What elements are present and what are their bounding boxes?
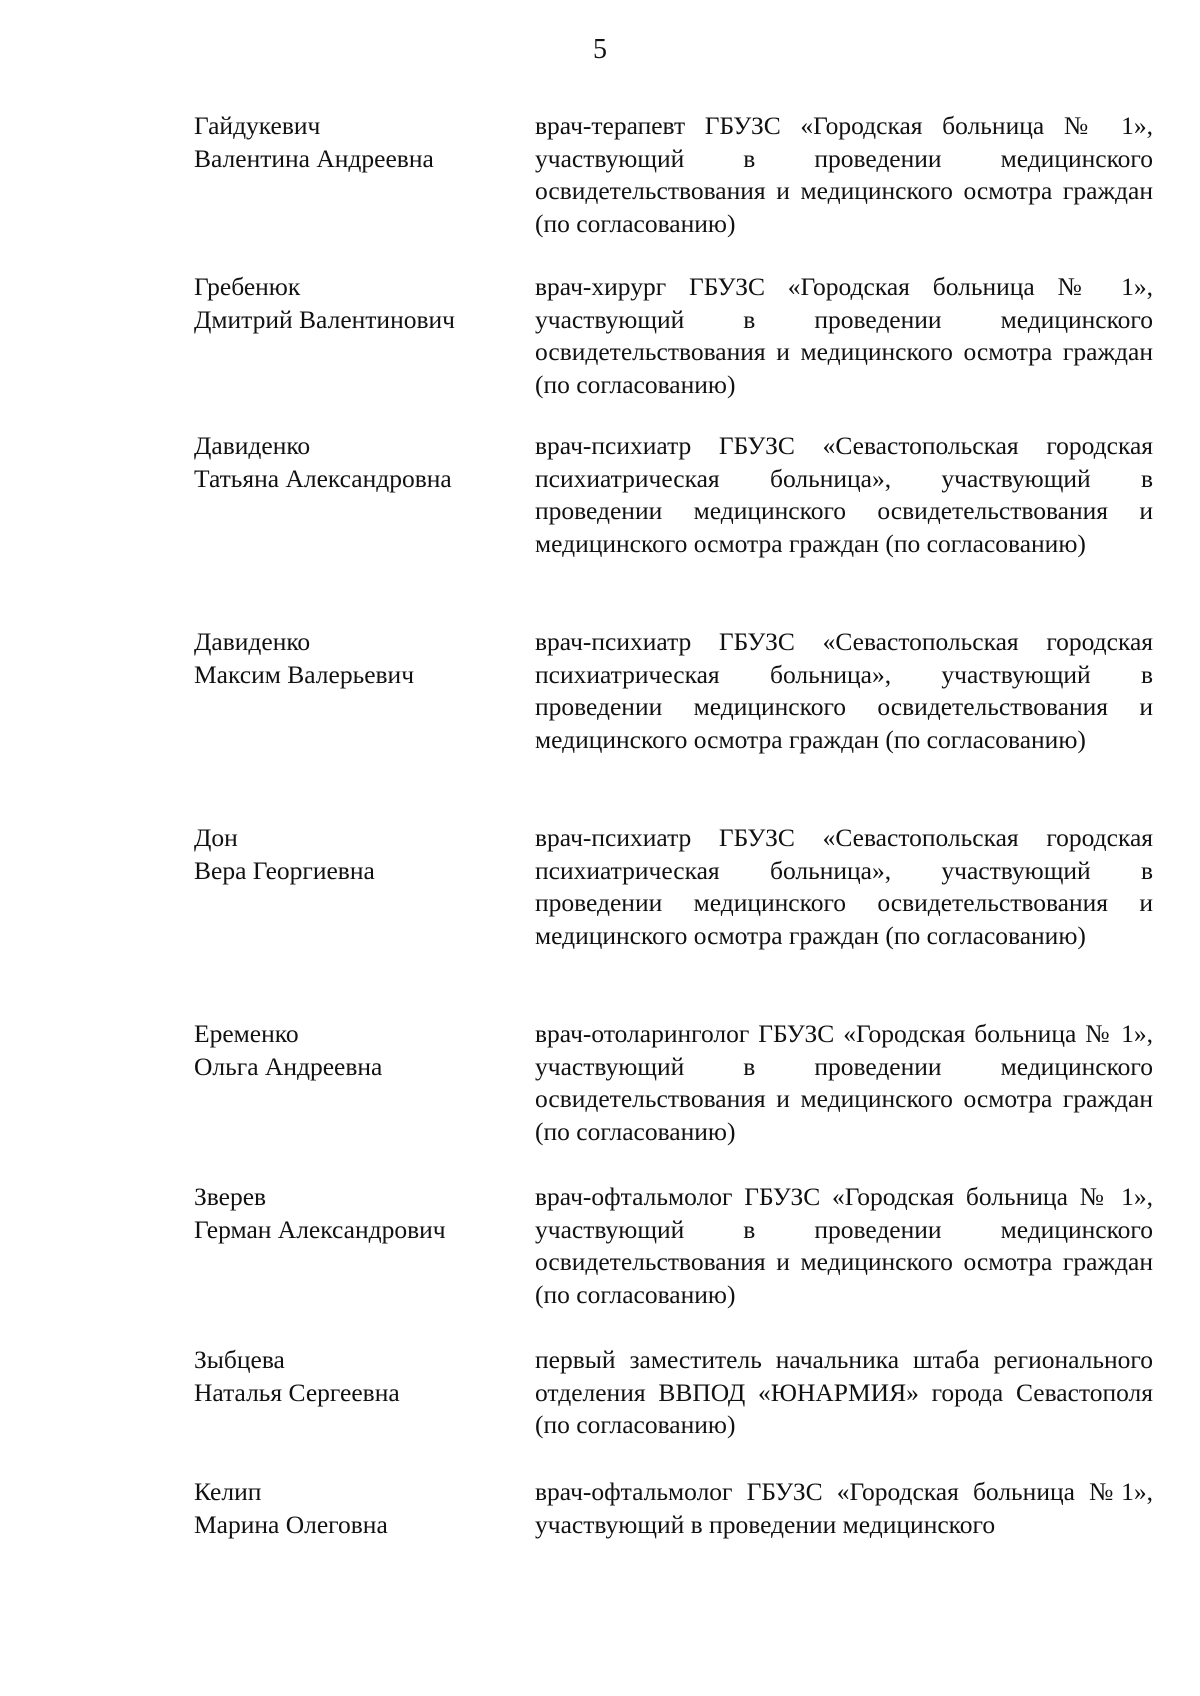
person-role: врач-офтальмолог ГБУЗС «Городская больница №1», участвующий в проведении медицинского [535,1477,1153,1539]
person-name [194,271,514,336]
person-name [194,110,514,175]
person-given-name: Татьяна Александровна [194,463,452,493]
person-surname: Давиденко [194,431,311,460]
person-given-name: Вера Георгиевна [194,855,375,885]
person-role: врач-офтальмолог ГБУЗС «Городская больница № 1», участвующий в проведении медицинского освидетельствования и медицинского осмотра граждан (по согласованию) [535,1182,1153,1309]
person-surname: Гребенюк [194,272,301,301]
person-name [194,626,514,691]
person-surname: Зверев [194,1182,267,1211]
person-given-name: Дмитрий Валентинович [194,304,455,334]
person-given-name: Валентина Андреевна [194,143,434,173]
person-surname: Давиденко [194,627,311,656]
person-surname: Гайдукевич [194,111,321,140]
person-name [194,822,514,887]
person-surname: Дон [194,823,238,852]
person-role: врач-хирург ГБУЗС «Городская больница № 1», участвующий в проведении медицинского освидетельствования и медицинского осмотра граждан (по согласованию) [535,272,1153,399]
person-role: врач-терапевт ГБУЗС «Городская больница № 1», участвующий в проведении медицинского освидетельствования и медицинского осмотра граждан (по согласованию) [535,111,1153,238]
person-given-name: Наталья Сергеевна [194,1377,400,1407]
person-given-name: Марина Олеговна [194,1509,388,1539]
person-name [194,430,514,495]
person-role: врач-отоларинголог ГБУЗС «Городская больница № 1», участвующий в проведении медицинского освидетельствования и медицинского осмотра граждан (по согласованию) [535,1019,1153,1146]
person-role: врач-психиатр ГБУЗС «Севастопольская городская психиатрическая больница», участвующий в проведении медицинского освидетельствования и медицинского осмотра граждан (по согласованию) [535,431,1153,558]
person-role: врач-психиатр ГБУЗС «Севастопольская городская психиатрическая больница», участвующий в проведении медицинского освидетельствования и медицинского осмотра граждан (по согласованию) [535,823,1153,950]
person-name [194,1018,514,1083]
person-name [194,1344,514,1409]
person-role: врач-психиатр ГБУЗС «Севастопольская городская психиатрическая больница», участвующий в проведении медицинского освидетельствования и медицинского осмотра граждан (по согласованию) [535,627,1153,754]
person-surname: Еременко [194,1019,299,1048]
person-role: первый заместитель начальника штаба регионального отделения ВВПОД «ЮНАРМИЯ» города Севастополя (по согласованию) [535,1345,1153,1439]
person-given-name: Максим Валерьевич [194,659,415,689]
person-given-name: Герман Александрович [194,1214,446,1244]
person-name [194,1476,514,1541]
person-given-name: Ольга Андреевна [194,1051,383,1081]
person-surname: Келип [194,1477,262,1506]
person-surname: Зыбцева [194,1345,285,1374]
page-number: 5 [593,34,607,65]
person-name [194,1181,514,1246]
